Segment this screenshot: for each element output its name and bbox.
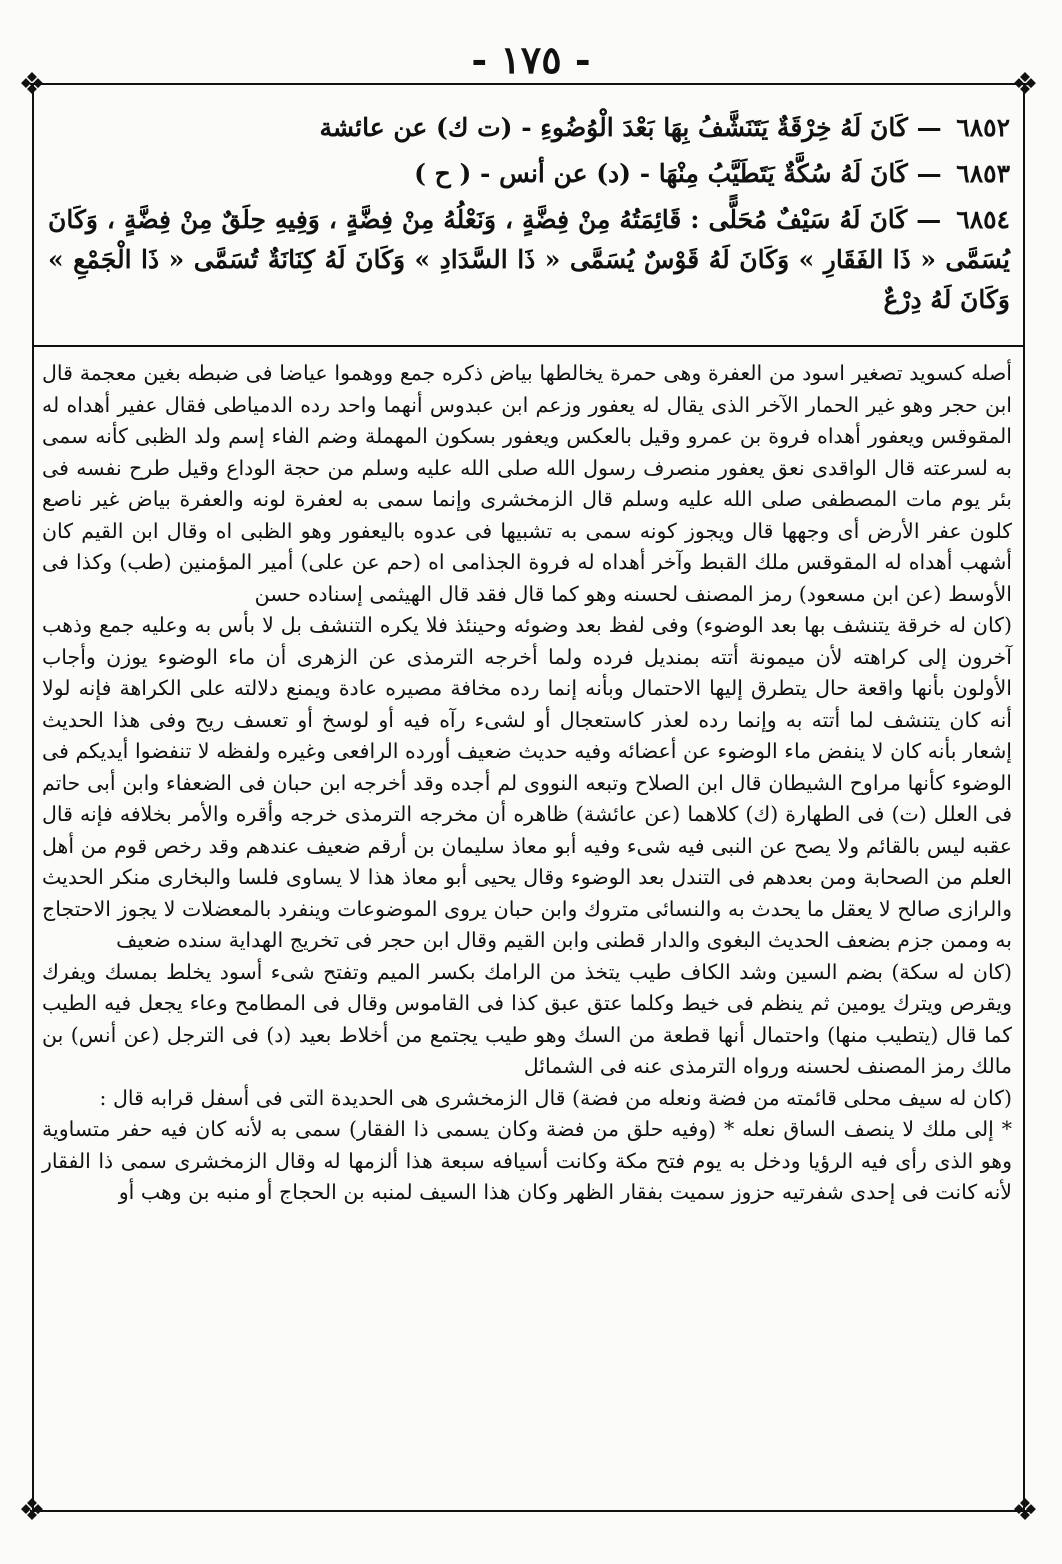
- frame-top-border: [30, 83, 1032, 85]
- frame-bottom-border: [30, 1510, 1032, 1512]
- hadith-number: ٦٨٥٢: [956, 113, 1010, 142]
- hadith-dash: —: [916, 205, 942, 234]
- frame-left-border: [32, 84, 34, 1510]
- section-divider: [32, 345, 1025, 347]
- hadith-text: كَانَ لَهُ سُكَّةٌ يَتَطَيَّبُ مِنْهَا - (د) عن أنس - ( ح ): [414, 159, 908, 188]
- commentary-paragraph: * إلى ملك لا ينصف الساق نعله * (وفيه حلق من فضة وكان يسمى ذا الفقار) سمى به لأنه كان فيه حفر متساوية وهو الذى رأى فيه الرؤيا ودخل به يوم فتح مكة وكانت أسيافه سبعة هذا ألزمها له وقال الزمخشرى سمى ذا الفقار لأنه كانت فى إحدى شفرتيه حزوز سميت بفقار الظهر وكان هذا السيف لمنبه بن الحجاج أو منبه بن وهب أو: [42, 1117, 1012, 1204]
- hadith-entry: [48, 108, 1010, 148]
- hadith-dash: —: [916, 113, 942, 142]
- corner-ornament-icon: ❖: [1011, 67, 1039, 102]
- hadith-entry: [48, 200, 1010, 320]
- page-number: - ١٧٥ -: [471, 37, 591, 82]
- hadith-dash: —: [916, 159, 942, 188]
- corner-ornament-icon: ❖: [18, 1493, 46, 1528]
- commentary-paragraph: أصله كسويد تصغير اسود من العفرة وهى حمرة يخالطها بياض ذكره جمع ووهموا عياضا فى ضبطه بغين معجمة قال ابن حجر وهو غير الحمار الآخر الذى يقال له يعفور وزعم ابن عبدوس أنهما واحد رده الدمياطى فقال عفير أهداه له المقوقس ويعفور أهداه فروة بن عمرو وقيل بالعكس ويعفور بسكون المهملة وضم الفاء إسم ولد الظبى كأنه سمى به لسرعته قال الواقدى نعق يعفور منصرف رسول الله صلى الله عليه وسلم من حجة الوداع وقيل طرح نفسه فى بئر يوم مات المصطفى صلى الله عليه وسلم قال الزمخشرى وإنما سمى به لعفرة لونه والعفرة بياض غير ناصع كلون عفر الأرض أى وجهها قال ويجوز كونه سمى به تشبيها فى عدوه باليعفور وهو الظبى اه وقال ابن القيم كان أشهب أهداه له المقوقس ملك القبط وآخر أهداه له فروة الجذامى اه (حم عن على) أمير المؤمنين (طب) وكذا فى الأوسط (عن ابن مسعود) رمز المصنف لحسنه وهو كما قال فقد قال الهيثمى إسناده حسن: [42, 361, 1012, 606]
- hadith-text: كَانَ لَهُ خِرْقَةٌ يَتَنَشَّفُ بِهَا بَعْدَ الْوُضُوءِ - (ت ك) عن عائشة: [319, 113, 908, 142]
- hadith-number: ٦٨٥٣: [956, 159, 1010, 188]
- hadith-text: كَانَ لَهُ سَيْفٌ مُحَلًّى : قَائِمَتُهُ مِنْ فِضَّةٍ ، وَنَعْلُهُ مِنْ فِضَّةٍ ، وَفِيهِ حِلَقٌ مِنْ فِضَّةٍ ، وَكَانَ يُسَمَّى « ذَا الفَقَارِ » وَكَانَ لَهُ قَوْسٌ يُسَمَّى « ذَا السَّدَادِ » وَكَانَ لَهُ كِنَانَةٌ تُسَمَّى « ذَا الْجَمْعِ » وَكَانَ لَهُ دِرْعٌ: [48, 205, 1010, 314]
- commentary-paragraph: (كان له سكة) بضم السين وشد الكاف طيب يتخذ من الرامك بكسر الميم وتفتح شىء أسود يخلط بمسك ويفرك ويقرص ويترك يومين ثم ينظم فى خيط وكلما عتق عبق كذا فى القاموس وقال فى المطامح وعاء يجعل فيه الطيب كما قال (يتطيب منها) واحتمال أنها قطعة من السك وهو طيب يجتمع من أخلاط بعيد (د) فى الترجل (عن أنس) بن مالك رمز المصنف لحسنه ورواه الترمذى عنه فى الشمائل: [42, 959, 1012, 1078]
- corner-ornament-icon: ❖: [18, 67, 46, 102]
- hadith-entry: [48, 154, 1010, 194]
- commentary-paragraph: (كان له خرقة يتنشف بها بعد الوضوء) وفى لفظ بعد وضوئه وحينئذ فلا يكره التنشف بل لا بأس به وعليه جمع وذهب آخرون إلى كراهته لأن ميمونة أتته بمنديل فرده ولما أخرجه الترمذى عن الزهرى أن ماء الوضوء يوزن وأجاب الأولون بأنها واقعة حال يتطرق إليها الاحتمال وبأنه إنما رده مخافة مصيره عادة ويمنع دلالته على الكراهة فإنه لولا أنه كان يتنشف لما أتته به وإنما رده لعذر كاستعجال أو لشىء رآه فيه أو لوسخ أو تعسف ريح وفى هذا الحديث إشعار بأنه كان لا ينفض ماء الوضوء عن أعضائه وفيه حديث ضعيف أورده الرافعى وغيره ولفظه لا تنفضوا أيديكم فى الوضوء كأنها مراوح الشيطان قال ابن الصلاح وتبعه النووى لم أجده وقد أخرجه ابن حبان فى الضعفاء وابن أبى حاتم فى العلل (ت) فى الطهارة (ك) كلاهما (عن عائشة) ظاهره أن مخرجه الترمذى خرجه وأقره والأمر بخلافه فإنه قال عقبه ليس بالقائم ولا يصح عن النبى فيه شىء وفيه أبو معاذ سليمان بن أرقم ضعيف عندهم وقد رخص قوم من أهل العلم من الصحابة ومن بعدهم فى التندل بعد الوضوء وقال يحيى أبو معاذ هذا لا يساوى فلسا والبخارى منكر الحديث والرازى صالح لا يعقل ما يحدث به والنسائى متروك وابن حبان يروى الموضوعات وينفرد بالمعضلات لا يجوز الاحتجاج به وممن جزم بضعف الحديث البغوى والدار قطنى وابن القيم وقال ابن حجر فى تخريج الهداية سنده ضعيف: [42, 613, 1012, 952]
- corner-ornament-icon: ❖: [1011, 1493, 1039, 1528]
- frame-right-border: [1023, 84, 1025, 1510]
- commentary-paragraph: (كان له سيف محلى قائمته من فضة ونعله من فضة) قال الزمخشرى هى الحديدة التى فى أسفل قرابه قال :: [99, 1085, 1012, 1110]
- hadith-list: [48, 108, 1010, 326]
- hadith-number: ٦٨٥٤: [956, 205, 1010, 234]
- commentary-section: [42, 358, 1012, 1209]
